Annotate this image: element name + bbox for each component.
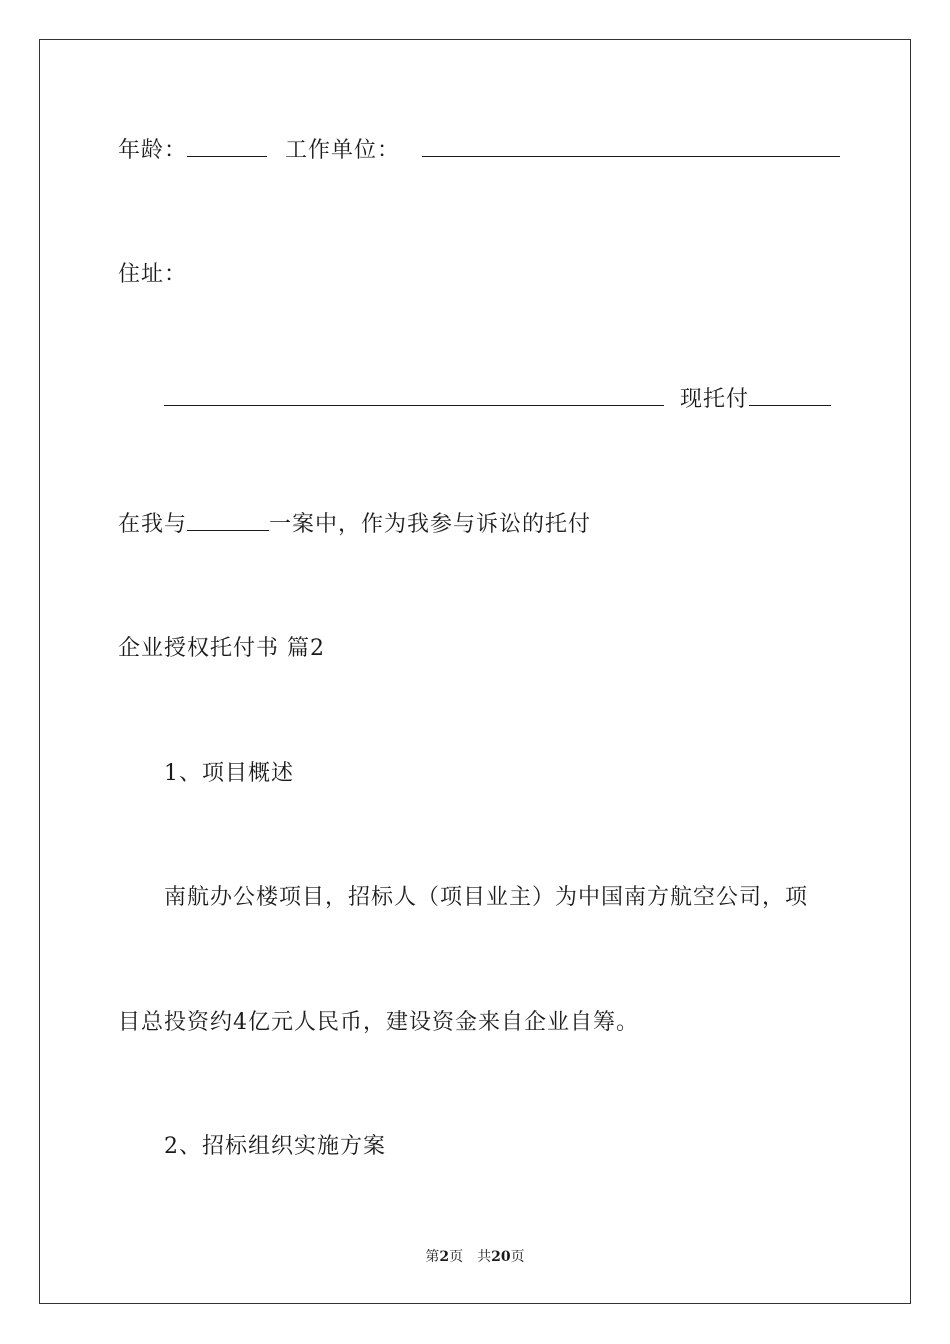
section-title-text: 企业授权托付书 篇2: [118, 636, 325, 661]
heading-project-overview: [164, 759, 294, 789]
age-unit-line: [118, 136, 840, 166]
footer-mid: 页 共: [449, 1249, 492, 1265]
work-unit-blank: [422, 136, 840, 157]
paragraph-line-1: [164, 883, 808, 913]
work-unit-label: 工作单位：: [285, 138, 401, 163]
address-blank: [164, 385, 664, 406]
entrust-line: [164, 385, 831, 415]
footer-prefix: 第: [425, 1249, 440, 1265]
age-label: 年龄：: [118, 138, 188, 163]
case-prefix: 在我与: [118, 512, 188, 537]
footer-page-number: 2: [439, 1249, 450, 1265]
paragraph-line-2-text: 目总投资约4亿元人民币，建设资金来自企业自筹。: [118, 1010, 639, 1035]
page-footer: [0, 1248, 950, 1266]
agent-blank: [749, 385, 831, 406]
age-blank: [187, 136, 267, 157]
case-blank: [187, 510, 269, 531]
address-label: 住址：: [118, 262, 188, 287]
footer-suffix: 页: [510, 1249, 525, 1265]
heading-bidding-plan-text: 2、招标组织实施方案: [164, 1134, 386, 1159]
heading-project-overview-text: 1、项目概述: [164, 761, 294, 786]
address-line: [118, 260, 187, 290]
case-suffix: 一案中，作为我参与诉讼的托付: [269, 512, 592, 537]
paragraph-line-2: [118, 1008, 639, 1038]
page-border: [39, 39, 911, 1304]
entrust-text: 现托付: [680, 387, 750, 412]
section-title: [118, 634, 325, 664]
heading-bidding-plan: [164, 1132, 386, 1162]
case-line: [118, 510, 591, 540]
footer-page-total: 20: [491, 1249, 511, 1265]
paragraph-line-1-text: 南航办公楼项目，招标人（项目业主）为中国南方航空公司，项: [164, 885, 809, 910]
